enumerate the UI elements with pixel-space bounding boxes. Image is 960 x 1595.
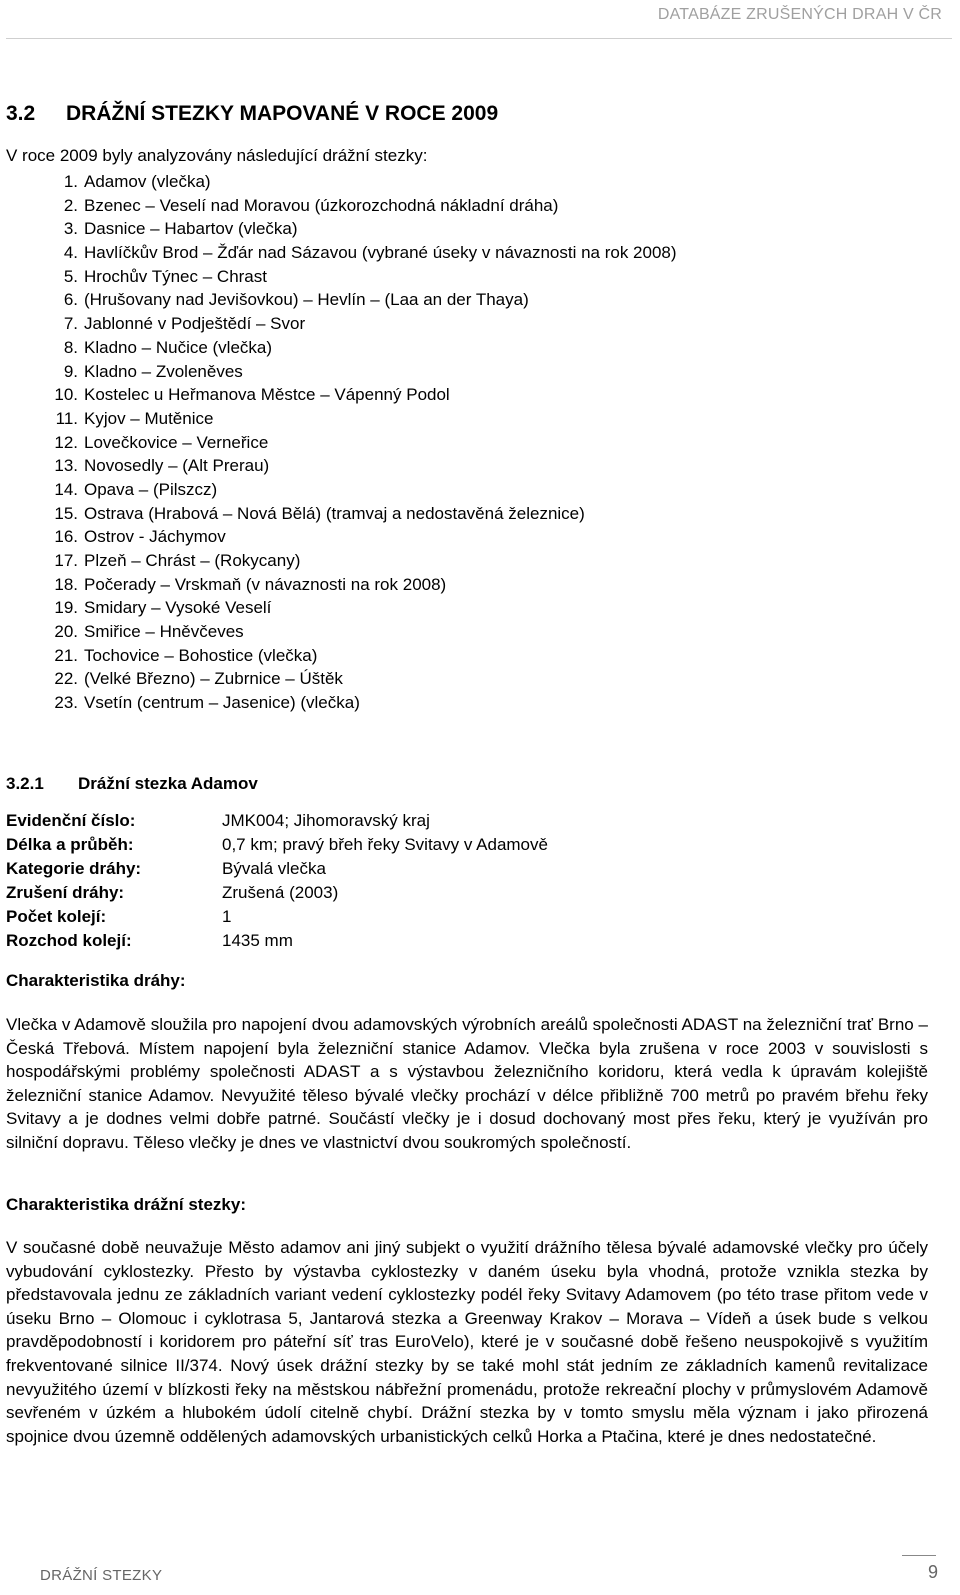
list-item-text: Plzeň – Chrást – (Rokycany) — [84, 551, 301, 570]
attribute-value: 1 — [222, 907, 232, 926]
list-item-text: Počerady – Vrskmaň (v návaznosti na rok 2008) — [84, 574, 447, 594]
list-item-text: Adamov (vlečka) — [84, 172, 211, 191]
list-item — [6, 667, 677, 691]
list-item-number: 5. — [63, 266, 78, 286]
list-item — [6, 383, 677, 407]
list-item — [6, 431, 677, 455]
list-item-number: 9. — [63, 361, 78, 381]
attribute-row — [6, 833, 548, 857]
list-item — [6, 596, 677, 620]
list-item-text: Havlíčkův Brod – Žďár nad Sázavou (vybrané úseky v návaznosti na rok 2008) — [84, 243, 677, 263]
list-item-text: Opava – (Pilszcz) — [84, 479, 218, 499]
list-item-number: 7. — [63, 314, 78, 334]
list-item — [6, 170, 677, 194]
list-item-text: Smiřice – Hněvčeves — [84, 622, 244, 642]
attribute-value: Bývalá vlečka — [222, 859, 326, 878]
list-item-text: Kladno – Zvoleněves — [84, 361, 243, 381]
attribute-row — [6, 809, 548, 833]
attribute-value: 1435 mm — [222, 931, 293, 950]
list-item-number: 18. — [54, 574, 78, 594]
subsection-number: 3.2.1 — [6, 774, 44, 793]
subsection-heading — [6, 774, 258, 794]
list-item-text: Novosedly – (Alt Prerau) — [84, 456, 270, 476]
list-item-text: Lovečkovice – Verneřice — [84, 432, 269, 452]
list-item-number: 3. — [63, 219, 78, 239]
intro-text: V roce 2009 byly analyzovány následující drážní stezky: — [6, 146, 428, 165]
list-item-text: Kladno – Nučice (vlečka) — [84, 337, 273, 357]
attribute-row — [6, 905, 548, 929]
attribute-row — [6, 881, 548, 905]
char-drahy-text: Vlečka v Adamově sloužila pro napojení dvou adamovských výrobních areálů společnosti ADAST na železniční trať Brno – Česká Třebová. Místem napojení byla železniční stanice Adamov. Vlečka byla zrušena v roce 2003 v souvislosti s hospodářskými problémy společnosti ADAST a s výstavbou železničního koridoru, která vedla k úpravám kolejiště železniční stanice Adamov. Nevyužité těleso bývalé vlečky prochází v délce přibližně 700 metrů po pravém břehu řeky Svitavy a je dodnes velmi dobře patrné. Součástí vlečky je i dosud dochovaný most přes řeku, který je využíván pro silniční dopravu. Těleso vlečky je dnes ve vlastnictví dvou soukromých společností. — [6, 1015, 928, 1152]
list-item-number: 6. — [63, 290, 78, 310]
attribute-value: 0,7 km; pravý břeh řeky Svitavy v Adamově — [222, 835, 548, 854]
list-item-text: Tochovice – Bohostice (vlečka) — [84, 645, 318, 665]
list-item — [6, 454, 677, 478]
list-item — [6, 194, 677, 218]
list-item-number: 11. — [55, 408, 78, 428]
list-item — [6, 241, 677, 265]
list-item-number: 16. — [54, 527, 78, 547]
list-item-text: Ostrava (Hrabová – Nová Bělá) (tramvaj a nedostavěná železnice) — [84, 503, 585, 523]
list-item — [6, 478, 677, 502]
list-item — [6, 549, 677, 573]
list-item-text: Jablonné v Podještědí – Svor — [84, 314, 306, 334]
attribute-label: Délka a průběh: — [6, 835, 134, 854]
list-item-number: 2. — [63, 195, 78, 215]
list-item-text: Smidary – Vysoké Veselí — [84, 598, 272, 618]
list-item-number: 15. — [54, 503, 78, 523]
list-item — [6, 573, 677, 597]
attribute-value: JMK004; Jihomoravský kraj — [222, 811, 430, 830]
list-item — [6, 312, 677, 336]
list-item-text: Bzenec – Veselí nad Moravou (úzkorozchodná nákladní dráha) — [84, 195, 559, 215]
list-item-number: 8. — [63, 337, 78, 357]
running-header: DATABÁZE ZRUŠENÝCH DRAH V ČR — [657, 6, 942, 23]
footer-title: DRÁŽNÍ STEZKY — [40, 1567, 163, 1584]
list-item — [6, 691, 677, 715]
attribute-row — [6, 929, 548, 953]
char-stezky-heading: Charakteristika drážní stezky: — [6, 1195, 246, 1214]
page-number: 9 — [927, 1562, 938, 1582]
list-item-number: 20. — [54, 622, 78, 642]
list-item — [6, 265, 677, 289]
list-item-number: 19. — [54, 598, 78, 618]
list-item-number: 21. — [54, 645, 78, 665]
attribute-label: Evidenční číslo: — [6, 811, 136, 830]
char-drahy-heading: Charakteristika dráhy: — [6, 971, 186, 990]
list-item — [6, 360, 677, 384]
list-item — [6, 288, 677, 312]
list-item-text: (Hrušovany nad Jevišovkou) – Hevlín – (Laa an der Thaya) — [84, 290, 529, 310]
list-item-number: 13. — [54, 456, 78, 476]
attribute-label: Kategorie dráhy: — [6, 859, 142, 878]
list-item — [6, 502, 677, 526]
subsection-title: Drážní stezka Adamov — [78, 774, 258, 793]
list-item — [6, 525, 677, 549]
list-item-number: 10. — [54, 385, 78, 405]
list-item — [6, 336, 677, 360]
track-attributes — [6, 809, 548, 953]
section-title: DRÁŽNÍ STEZKY MAPOVANÉ V ROCE 2009 — [66, 102, 499, 125]
route-list — [6, 170, 677, 715]
list-item-text: Kostelec u Heřmanova Městce – Vápenný Podol — [84, 385, 450, 405]
list-item — [6, 620, 677, 644]
attribute-value: Zrušená (2003) — [222, 883, 339, 902]
list-item-number: 22. — [54, 669, 78, 689]
char-stezky-text: V současné době neuvažuje Město adamov ani jiný subjekt o využití drážního tělesa bývalé adamovské vlečky pro účely vybudování cyklostezky. Přesto by výstavba cyklostezky v daném úseku byla vhodná, protože vznikla stezka by představovala jednu ze základních variant vedení cyklostezky podél řeky Svitavy Adamovem (po této trase přitom vede v úseku Brno – Olomouc i cyklotrasa 5, Jantarová stezka a Greenway Krakov – Morava – Vídeň a úsek bude s velkou pravděpodobností i koridorem pro páteřní síť tras EuroVelo), které je v současné době řešeno neuspokojivě s využitím frekventované silnice II/374. Nový úsek drážní stezky by se také mohl stát jedním ze základních kamenů revitalizace nevyužitého území v blízkosti řeky na městskou nábřežní promenádu, protože rekreační plochy v průmyslovém Adamově sevřeném v úzkém a hlubokém údolí citelně chybí. Drážní stezka by v tomto smyslu měla význam i jako přirozená spojnice dvou územně oddělených adamovských urbanistických celků Horka a Ptačina, které je dnes nedostatečné. — [6, 1238, 928, 1446]
list-item-number: 17. — [54, 551, 78, 570]
list-item-number: 23. — [54, 693, 78, 713]
section-heading — [6, 102, 498, 126]
list-item-text: Ostrov - Jáchymov — [84, 527, 226, 547]
list-item-text: Kyjov – Mutěnice — [84, 408, 214, 428]
attribute-label: Rozchod kolejí: — [6, 931, 132, 950]
list-item-number: 12. — [54, 432, 78, 452]
list-item-number: 14. — [54, 479, 78, 499]
header-rule — [6, 38, 952, 39]
attribute-label: Počet kolejí: — [6, 907, 107, 926]
list-item-text: Vsetín (centrum – Jasenice) (vlečka) — [84, 693, 360, 713]
list-item-number: 1. — [63, 172, 78, 191]
list-item-number: 4. — [63, 243, 78, 263]
list-item — [6, 217, 677, 241]
attribute-row — [6, 857, 548, 881]
list-item — [6, 644, 677, 668]
attribute-label: Zrušení dráhy: — [6, 883, 125, 902]
list-item-text: Dasnice – Habartov (vlečka) — [84, 219, 298, 239]
list-item-text: Hrochův Týnec – Chrast — [84, 266, 267, 286]
footer-rule — [902, 1555, 936, 1556]
list-item-text: (Velké Březno) – Zubrnice – Úštěk — [84, 669, 343, 689]
section-number: 3.2 — [6, 102, 36, 125]
list-item — [6, 407, 677, 431]
